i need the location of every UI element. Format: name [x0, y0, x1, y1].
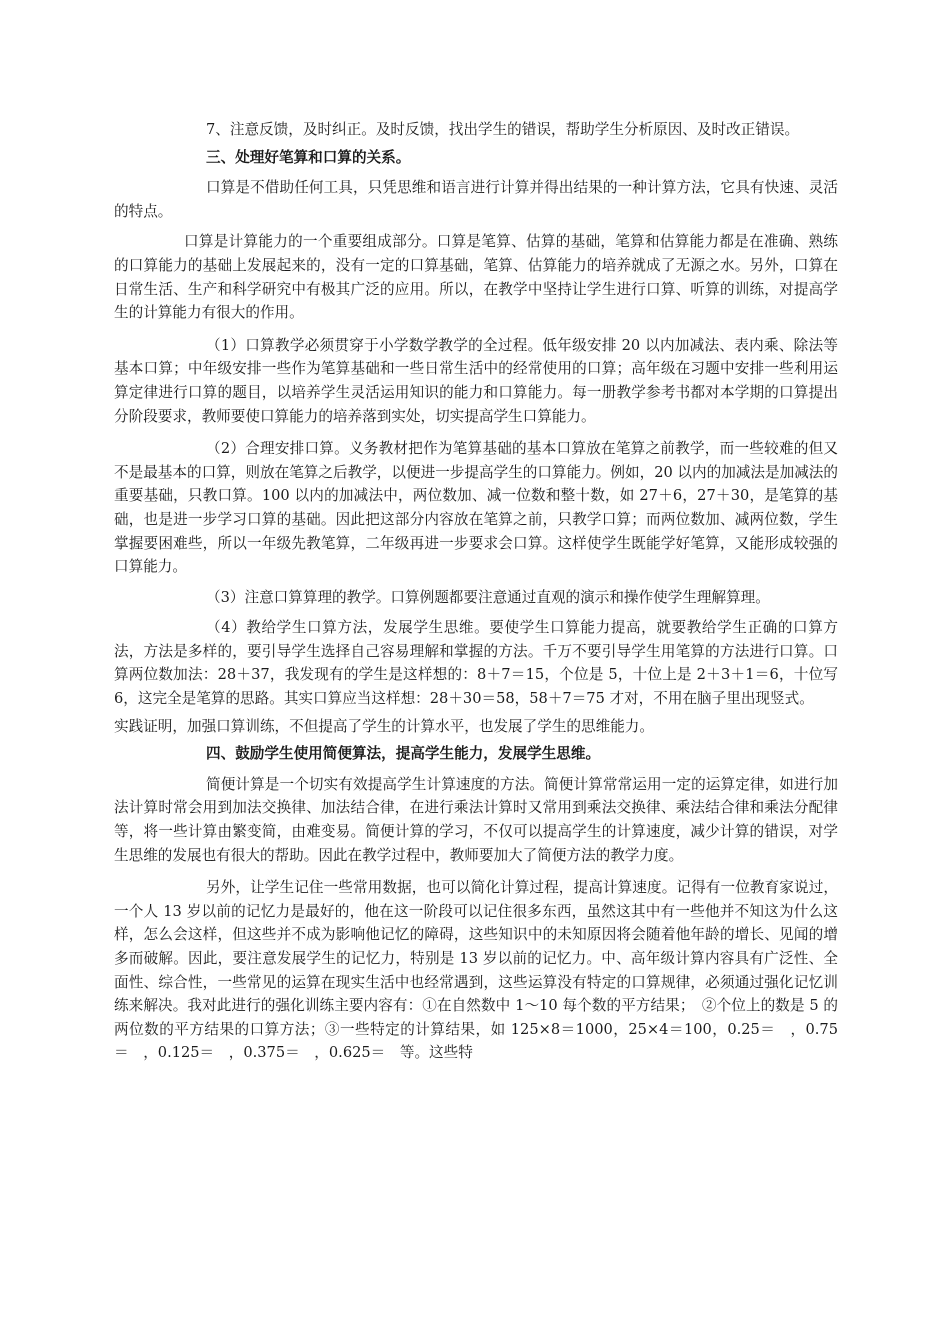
simple-calc-paragraph: 简便计算是一个切实有效提高学生计算速度的方法。简便计算常常运用一定的运算定律，如进行加法计算时常会用到加法交换律、加法结合律，在进行乘法计算时又常用到乘法交换律、乘法结合律和乘法分配律等，将一些计算由繁变简，由难变易。简便计算的学习，不仅可以提高学生的计算速度，减少计算的错误，对学生思维的发展也有很大的帮助。因此在教学过程中，教师要加大了简便方法的教学力度。	[114, 775, 838, 864]
point2-paragraph: （2）合理安排口算。义务教材把作为笔算基础的基本口算放在笔算之前教学，而一些较难的但又不是最基本的口算，则放在笔算之后教学，以便进一步提高学生的口算能力。例如，20 以内的加减法是加减法的重要基础，只教口算。100 以内的加减法中，两位数加、减一位数和整十数，如 27＋6，27＋30，是笔算的基础，也是进一步学习口算的基础。因此把这部分内容放在笔算之前，只教学口算；而两位数加、减两位数，学生掌握要困难些，所以一年级先教笔算，二年级再进一步要求会口算。这样使学生既能学好笔算，又能形成较强的口算能力。	[114, 440, 838, 576]
practice-paragraph: 实践证明，加强口算训练，不但提高了学生的计算水平，也发展了学生的思维能力。	[114, 717, 654, 735]
point1-paragraph: （1）口算教学必须贯穿于小学数学教学的全过程。低年级安排 20 以内加减法、表内乘、除法等基本口算；中年级安排一些作为笔算基础和一些日常生活中的经常使用的口算；高年级在习题中安排一些利用运算定律进行口算的题目，以培养学生灵活运用知识的能力和口算能力。每一册教学参考书都对本学期的口算提出分阶段要求，教师要使口算能力的培养落到实处，切实提高学生口算能力。	[114, 336, 838, 425]
point3-paragraph: （3）注意口算算理的教学。口算例题都要注意通过直观的演示和操作使学生理解算理。	[206, 588, 770, 606]
oral-definition-paragraph: 口算是不借助任何工具，只凭思维和语言进行计算并得出结果的一种计算方法，它具有快速、灵活的特点。	[114, 179, 838, 220]
point4-paragraph: （4）教给学生口算方法，发展学生思维。要使学生口算能力提高，就要教给学生正确的口算方法，方法是多样的，要引导学生选择自己容易理解和掌握的方法。千万不要引导学生用笔算的方法进行口算。口算两位数加法：28＋37，我发现有的学生是这样想的：8＋7＝15，个位是 5，十位上是 2＋3＋1＝6，十位写 6，这完全是笔算的思路。其实口算应当这样想：28＋30＝58，58＋7＝75 才对，不用在脑子里出现竖式。	[114, 619, 838, 708]
section4-heading: 四、鼓励学生使用简便算法，提高学生能力，发展学生思维。	[206, 745, 601, 763]
memory-paragraph: 另外，让学生记住一些常用数据，也可以简化计算过程，提高计算速度。记得有一位教育家说过，一个人 13 岁以前的记忆力是最好的，他在这一阶段可以记住很多东西，虽然这其中有一些他并不知这为什么这样，怎么会这样，但这些并不成为影响他记忆的障碍，这些知识中的未知原因将会随着他年龄的增长、见闻的增多而破解。因此，要注意发展学生的记忆力，特别是 13 岁以前的记忆力。中、高年级计算内容具有广泛性、全面性、综合性，一些常见的运算在现实生活中也经常遇到，这些运算没有特定的口算规律，必须通过强化记忆训练来解决。我对此进行的强化训练主要内容有：①在自然数中 1～10 每个数的平方结果； ②个位上的数是 5 的两位数的平方结果的口算方法；③一些特定的计算结果，如 125×8＝1000，25×4＝100，0.25＝ ，0.75＝ ，0.125＝ ，0.375＝ ，0.625＝ 等。这些特	[114, 879, 838, 1062]
oral-importance-paragraph: 口算是计算能力的一个重要组成部分。口算是笔算、估算的基础，笔算和估算能力都是在准确、熟练的口算能力的基础上发展起来的，没有一定的口算基础，笔算、估算能力的培养就成了无源之水。另外，口算在日常生活、生产和科学研究中有极其广泛的应用。所以，在教学中坚持让学生进行口算、听算的训练，对提高学生的计算能力有很大的作用。	[114, 233, 838, 322]
item7-paragraph: 7、注意反馈，及时纠正。及时反馈，找出学生的错误，帮助学生分析原因、及时改正错误。	[206, 121, 800, 138]
section3-heading: 三、处理好笔算和口算的关系。	[206, 148, 411, 166]
document-page	[114, 118, 838, 1065]
